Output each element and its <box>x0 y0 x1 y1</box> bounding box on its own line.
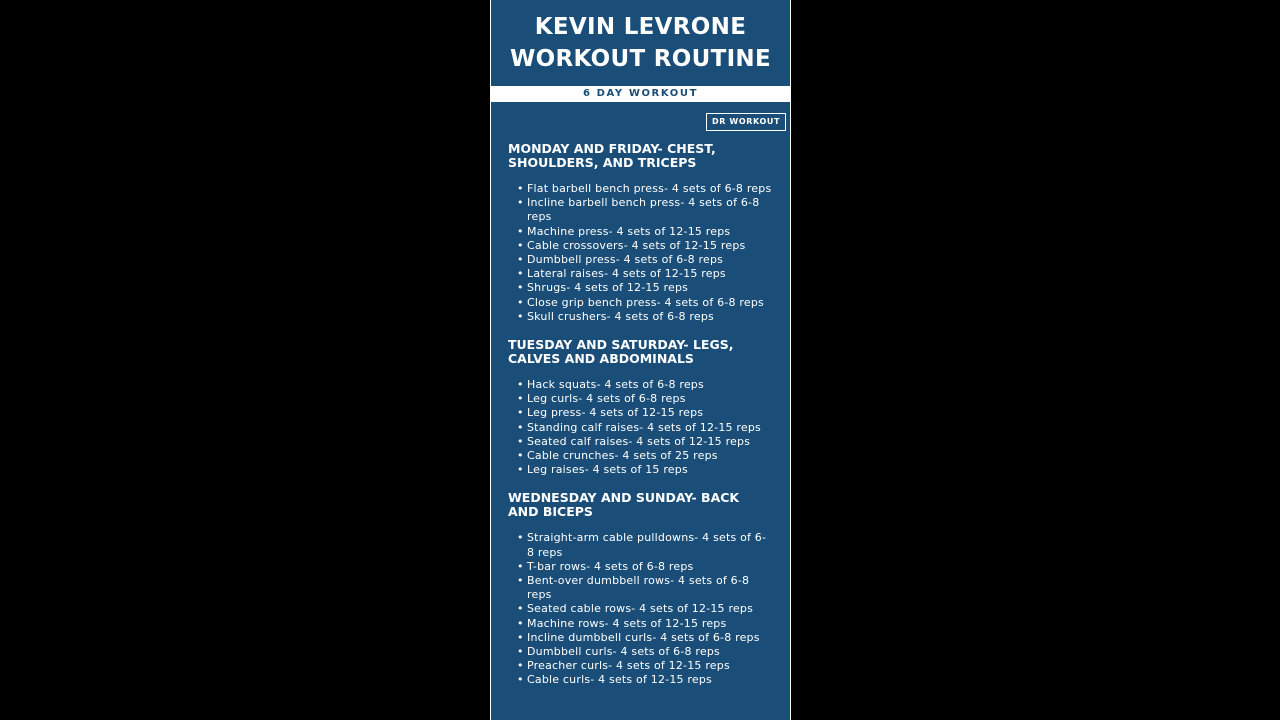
list-item: • Leg raises- 4 sets of 15 reps <box>517 463 773 477</box>
list-item: • Cable curls- 4 sets of 12-15 reps <box>517 673 773 687</box>
list-item: • Lateral raises- 4 sets of 12-15 reps <box>517 267 773 281</box>
section-monday-friday <box>508 102 773 324</box>
list-item: • Leg curls- 4 sets of 6-8 reps <box>517 392 773 406</box>
list-item: • T-bar rows- 4 sets of 6-8 reps <box>517 560 773 574</box>
list-item: • Shrugs- 4 sets of 12-15 reps <box>517 281 773 295</box>
list-item: • Hack squats- 4 sets of 6-8 reps <box>517 378 773 392</box>
list-item: • Skull crushers- 4 sets of 6-8 reps <box>517 310 773 324</box>
section-tuesday-saturday <box>508 338 773 477</box>
list-item: • Preacher curls- 4 sets of 12-15 reps <box>517 659 773 673</box>
workout-infographic <box>490 0 791 720</box>
brand-badge: DR WORKOUT <box>706 113 786 131</box>
title-header <box>490 0 791 86</box>
list-item: • Machine press- 4 sets of 12-15 reps <box>517 225 773 239</box>
list-item: • Flat barbell bench press- 4 sets of 6-8 reps <box>517 182 773 196</box>
content-area <box>490 102 791 688</box>
list-item: • Incline barbell bench press- 4 sets of 6-8 reps <box>517 196 773 224</box>
list-item: • Incline dumbbell curls- 4 sets of 6-8 reps <box>517 631 773 645</box>
page-title-line-2: WORKOUT ROUTINE <box>510 46 771 72</box>
list-item: • Bent-over dumbbell rows- 4 sets of 6-8 reps <box>517 574 773 602</box>
list-item: • Cable crunches- 4 sets of 25 reps <box>517 449 773 463</box>
list-item: • Seated calf raises- 4 sets of 12-15 reps <box>517 435 773 449</box>
list-item: • Seated cable rows- 4 sets of 12-15 reps <box>517 602 773 616</box>
list-item: • Machine rows- 4 sets of 12-15 reps <box>517 617 773 631</box>
section-heading: TUESDAY AND SATURDAY- LEGS, CALVES AND ABDOMINALS <box>508 337 734 367</box>
list-item: • Dumbbell press- 4 sets of 6-8 reps <box>517 253 773 267</box>
list-item: • Standing calf raises- 4 sets of 12-15 reps <box>517 421 773 435</box>
exercise-list <box>508 531 773 687</box>
section-wednesday-sunday <box>508 491 773 687</box>
section-heading: WEDNESDAY AND SUNDAY- BACK AND BICEPS <box>508 490 740 520</box>
exercise-list <box>508 378 773 477</box>
list-item: • Straight-arm cable pulldowns- 4 sets of 6-8 reps <box>517 531 773 559</box>
list-item: • Close grip bench press- 4 sets of 6-8 reps <box>517 296 773 310</box>
list-item: • Cable crossovers- 4 sets of 12-15 reps <box>517 239 773 253</box>
section-heading: MONDAY AND FRIDAY- CHEST, SHOULDERS, AND TRICEPS <box>508 141 716 170</box>
list-item: • Leg press- 4 sets of 12-15 reps <box>517 406 773 420</box>
exercise-list <box>508 182 773 324</box>
list-item: • Dumbbell curls- 4 sets of 6-8 reps <box>517 645 773 659</box>
page-title-line-1: KEVIN LEVRONE <box>534 14 747 40</box>
subtitle-banner: 6 DAY WORKOUT <box>490 86 791 102</box>
